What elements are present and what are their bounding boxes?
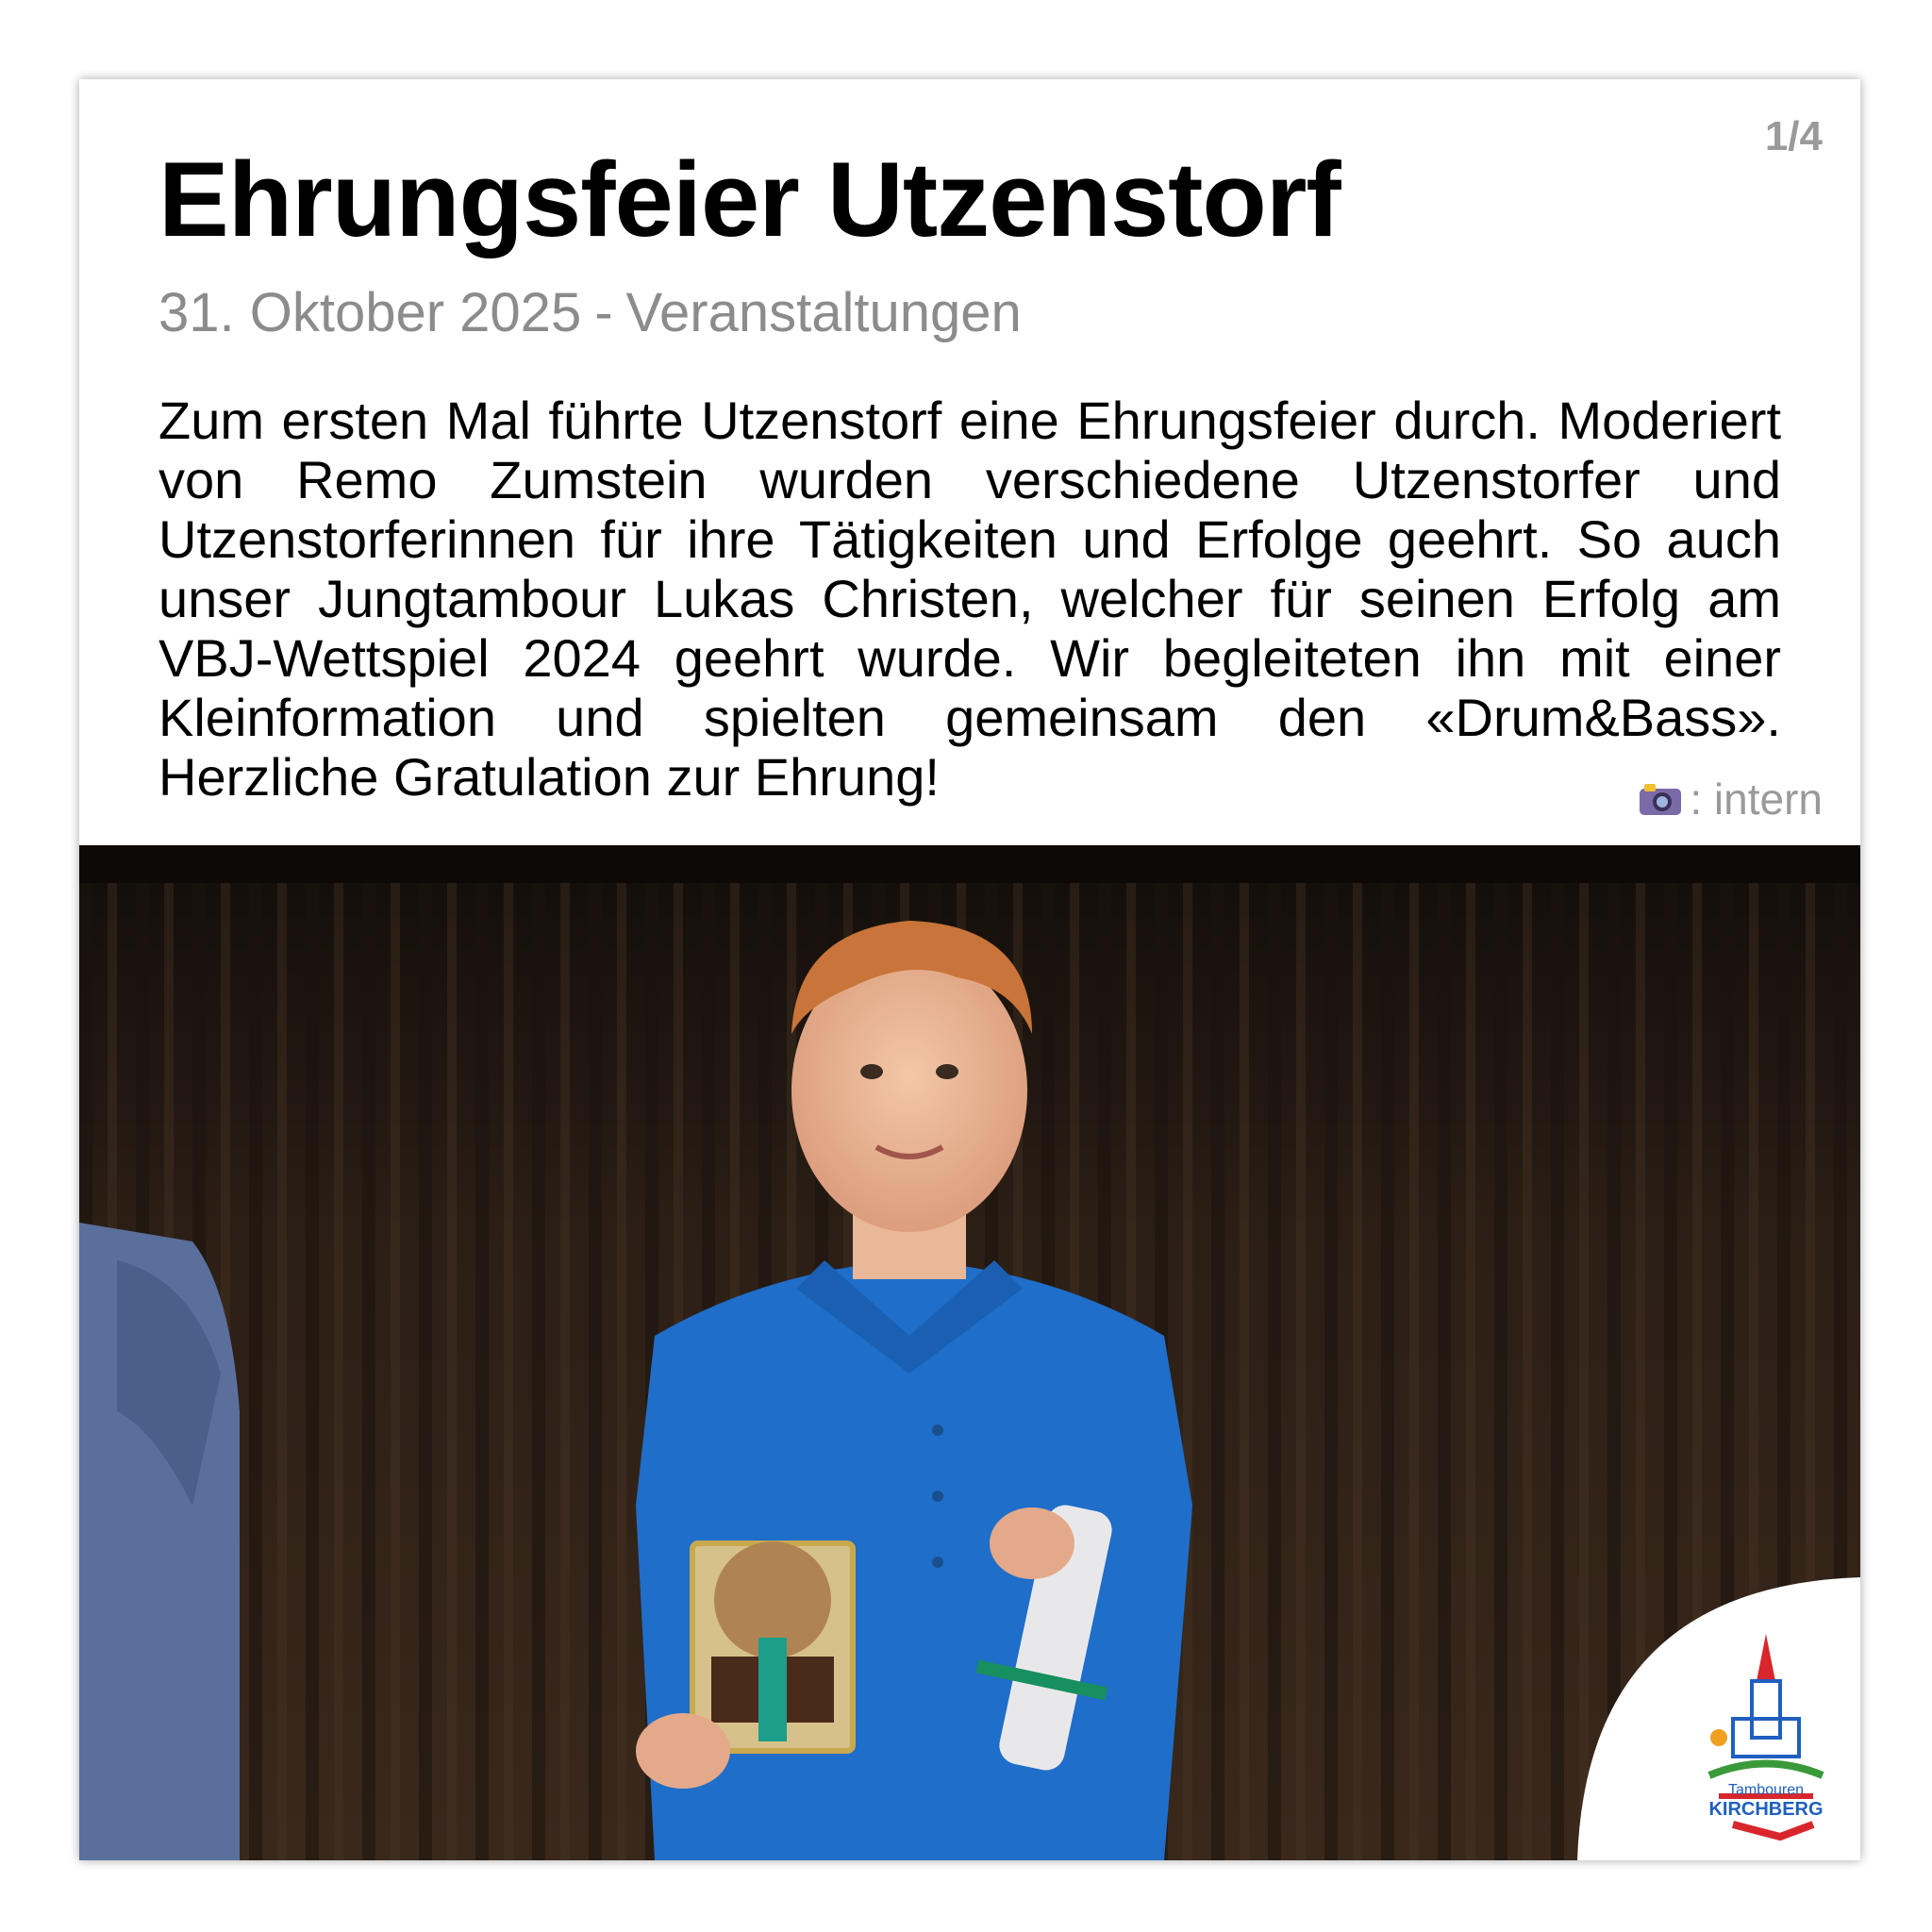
camera-icon — [1637, 780, 1684, 818]
event-photo — [79, 845, 1860, 1860]
post-date: 31. Oktober 2025 — [158, 282, 582, 343]
logo-line1: Tambouren — [1727, 1782, 1805, 1798]
slide-counter: 1/4 — [1764, 113, 1823, 159]
meta-separator: - — [594, 282, 613, 343]
photo-credit-text: : intern — [1690, 774, 1823, 824]
post-meta — [158, 281, 1022, 344]
tambouren-kirchberg-logo — [1577, 1577, 1860, 1860]
post-category: Veranstaltungen — [625, 282, 1022, 343]
post-title: Ehrungsfeier Utzenstorf — [158, 141, 1341, 258]
post-card — [79, 79, 1860, 1860]
logo-line2: KIRCHBERG — [1708, 1799, 1824, 1820]
photo-credit — [1637, 774, 1823, 824]
post-body: Zum ersten Mal führte Utzenstorf eine Ehrungsfeier durch. Moderiert von Remo Zumstein wurden verschiedene Utzenstorfer und Utzenstorferinnen für ihre Tätigkeiten und Erfolge geehrt. So auch unser Jungtambour Lukas Christen, welcher für seinen Erfolg am VBJ-Wettspiel 2024 geehrt wurde. Wir begleiteten ihn mit einer Kleinformation und spielten gemeinsam den «Drum&Bass». Herzliche Gratulation zur Ehrung! — [158, 391, 1781, 807]
